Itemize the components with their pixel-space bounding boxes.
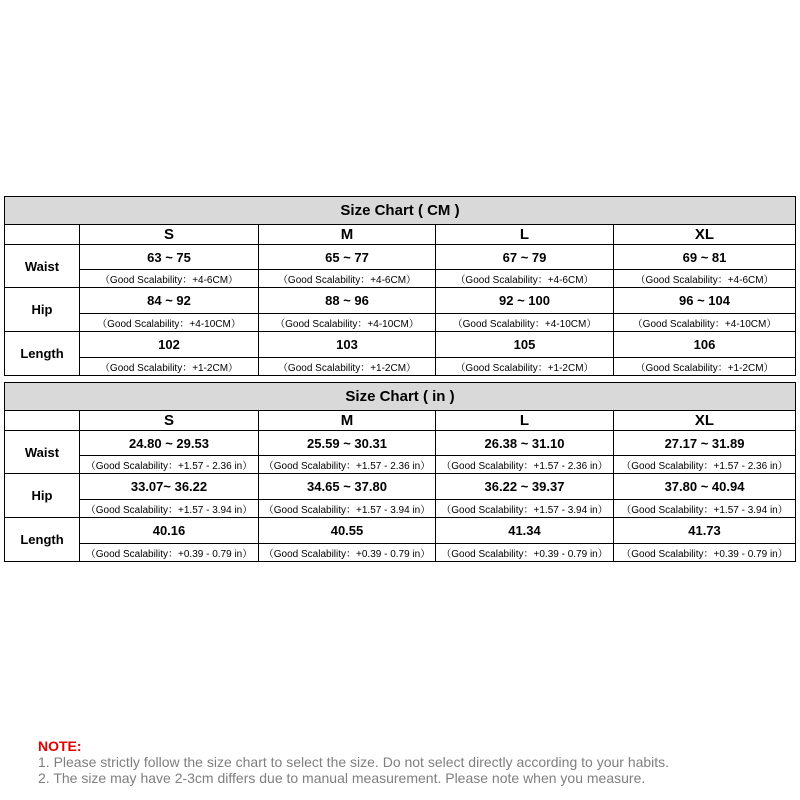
measurement-value: 65 ~ 77 (259, 245, 436, 270)
size-header: M (259, 225, 436, 245)
scalability-note: （Good Scalability：+1.57 - 2.36 in） (259, 456, 436, 474)
scalability-note: （Good Scalability：+4-6CM） (80, 270, 259, 288)
scalability-note: （Good Scalability：+4-10CM） (436, 314, 614, 332)
corner-cell (5, 411, 80, 431)
measurement-value: 105 (436, 332, 614, 358)
notes-section (38, 738, 798, 786)
scalability-note: （Good Scalability：+1.57 - 2.36 in） (80, 456, 259, 474)
scalability-note: （Good Scalability：+4-6CM） (259, 270, 436, 288)
measurement-value: 92 ~ 100 (436, 288, 614, 314)
scalability-note: （Good Scalability：+0.39 - 0.79 in） (436, 544, 614, 562)
scalability-note: （Good Scalability：+1.57 - 3.94 in） (80, 500, 259, 518)
measurement-value: 41.34 (436, 518, 614, 544)
measurement-value: 102 (80, 332, 259, 358)
scalability-note: （Good Scalability：+1-2CM） (259, 358, 436, 376)
scalability-note: （Good Scalability：+4-6CM） (436, 270, 614, 288)
scalability-note: （Good Scalability：+4-10CM） (259, 314, 436, 332)
measurement-value: 33.07~ 36.22 (80, 474, 259, 500)
corner-cell (5, 225, 80, 245)
row-label-length: Length (5, 332, 80, 376)
size-header: S (80, 411, 259, 431)
measurement-value: 40.16 (80, 518, 259, 544)
scalability-note: （Good Scalability：+4-10CM） (80, 314, 259, 332)
size-header: L (436, 225, 614, 245)
scalability-note: （Good Scalability：+1.57 - 2.36 in） (614, 456, 796, 474)
scalability-note: （Good Scalability：+1.57 - 3.94 in） (436, 500, 614, 518)
measurement-value: 27.17 ~ 31.89 (614, 431, 796, 456)
size-header: M (259, 411, 436, 431)
measurement-value: 96 ~ 104 (614, 288, 796, 314)
notes-heading: NOTE: (38, 738, 82, 754)
scalability-note: （Good Scalability：+0.39 - 0.79 in） (614, 544, 796, 562)
measurement-value: 41.73 (614, 518, 796, 544)
size-header: L (436, 411, 614, 431)
size-chart-cm (4, 196, 796, 376)
measurement-value: 25.59 ~ 30.31 (259, 431, 436, 456)
measurement-value: 26.38 ~ 31.10 (436, 431, 614, 456)
scalability-note: （Good Scalability：+4-10CM） (614, 314, 796, 332)
chart-title: Size Chart ( in ) (5, 383, 796, 411)
row-label-waist: Waist (5, 431, 80, 474)
scalability-note: （Good Scalability：+0.39 - 0.79 in） (259, 544, 436, 562)
measurement-value: 34.65 ~ 37.80 (259, 474, 436, 500)
size-header: XL (614, 225, 796, 245)
measurement-value: 63 ~ 75 (80, 245, 259, 270)
measurement-value: 88 ~ 96 (259, 288, 436, 314)
row-label-waist: Waist (5, 245, 80, 288)
measurement-value: 36.22 ~ 39.37 (436, 474, 614, 500)
scalability-note: （Good Scalability：+1-2CM） (614, 358, 796, 376)
measurement-value: 84 ~ 92 (80, 288, 259, 314)
scalability-note: （Good Scalability：+1.57 - 2.36 in） (436, 456, 614, 474)
measurement-value: 24.80 ~ 29.53 (80, 431, 259, 456)
row-label-length: Length (5, 518, 80, 562)
size-chart-in (4, 382, 796, 562)
size-header: XL (614, 411, 796, 431)
row-label-hip: Hip (5, 288, 80, 332)
measurement-value: 67 ~ 79 (436, 245, 614, 270)
measurement-value: 106 (614, 332, 796, 358)
size-header: S (80, 225, 259, 245)
row-label-hip: Hip (5, 474, 80, 518)
note-line: 2. The size may have 2-3cm differs due to manual measurement. Please note when you measure. (38, 770, 646, 786)
scalability-note: （Good Scalability：+4-6CM） (614, 270, 796, 288)
measurement-value: 40.55 (259, 518, 436, 544)
note-line: 1. Please strictly follow the size chart to select the size. Do not select directly according to your habits. (38, 754, 670, 770)
measurement-value: 103 (259, 332, 436, 358)
scalability-note: （Good Scalability：+1-2CM） (80, 358, 259, 376)
scalability-note: （Good Scalability：+0.39 - 0.79 in） (80, 544, 259, 562)
measurement-value: 37.80 ~ 40.94 (614, 474, 796, 500)
scalability-note: （Good Scalability：+1-2CM） (436, 358, 614, 376)
measurement-value: 69 ~ 81 (614, 245, 796, 270)
scalability-note: （Good Scalability：+1.57 - 3.94 in） (259, 500, 436, 518)
chart-title: Size Chart ( CM ) (5, 197, 796, 225)
scalability-note: （Good Scalability：+1.57 - 3.94 in） (614, 500, 796, 518)
